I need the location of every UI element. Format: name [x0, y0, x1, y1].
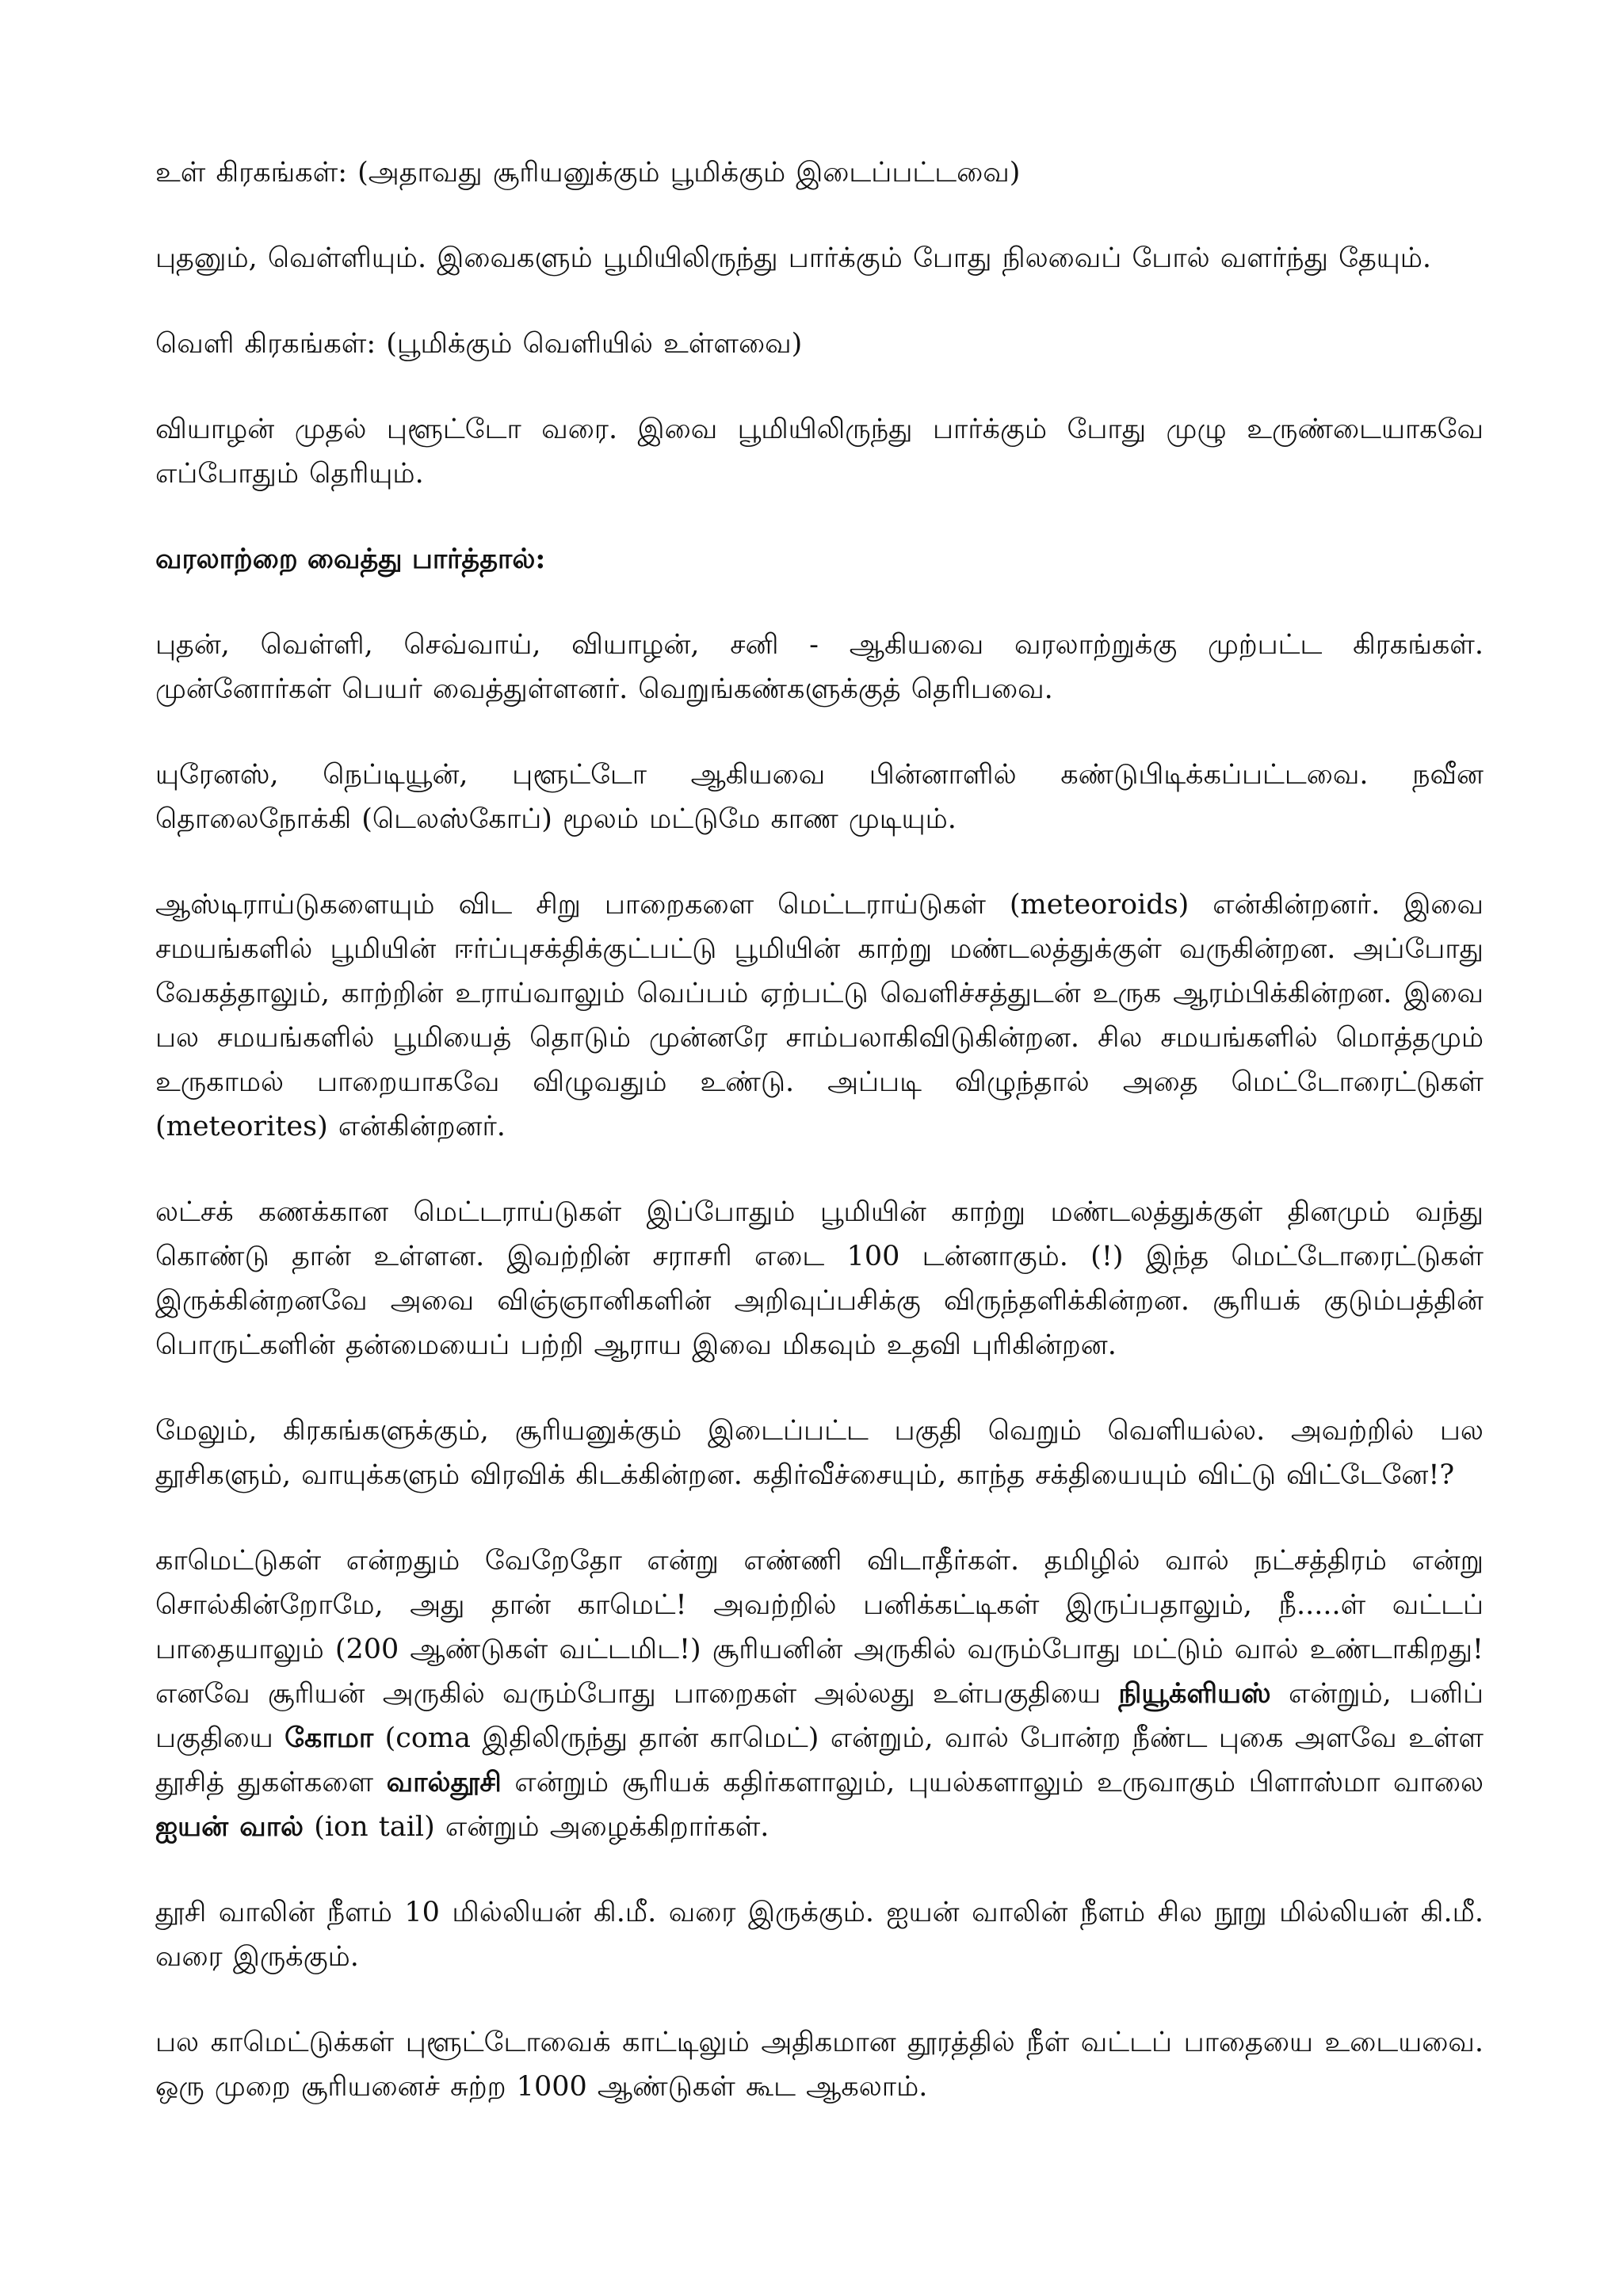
- paragraph-interplanetary-space: மேலும், கிரகங்களுக்கும், சூரியனுக்கும் இடைப்பட்ட பகுதி வெறும் வெளியல்ல. அவற்றில் பல தூசிகளும், வாயுக்களும் விரவிக் கிடக்கின்றன. கதிர்வீச்சையும், காந்த சக்தியையும் விட்டு விட்டேனே!?: [155, 1415, 1484, 1491]
- comet-text-4: என்றும் சூரியக் கதிர்களாலும், புயல்களாலும் உருவாகும் பிளாஸ்மா வாலை: [501, 1767, 1484, 1798]
- paragraph-inner-planets: புதனும், வெள்ளியும். இவைகளும் பூமியிலிருந்து பார்க்கும் போது நிலவைப் போல் வளர்ந்து தேயும்.: [155, 242, 1432, 274]
- comet-text-2: என்றும், பனிப் பகுதியை: [155, 1678, 1484, 1754]
- paragraph-meteoroids: ஆஸ்டிராய்டுகளையும் விட சிறு பாறைகளை மெட்டராய்டுகள் (meteoroids) என்கின்றனர். இவை சமயங்களில் பூமியின் ஈர்ப்புசக்திக்குட்பட்டு பூமியின் காற்று மண்டலத்துக்குள் வருகின்றன. அப்போது வேகத்தாலும், காற்றின் உராய்வாலும் வெப்பம் ஏற்பட்டு வெளிச்சத்துடன் உருக ஆரம்பிக்கின்றன. இவை பல சமயங்களில் பூமியைத் தொடும் முன்னரே சாம்பலாகிவிடுகின்றன. சில சமயங்களில் மொத்தமும் உருகாமல் பாறையாகவே விழுவதும் உண்டு. அப்படி விழுந்தால் அதை மெட்டோரைட்டுகள் (meteorites) என்கின்றனர்.: [155, 889, 1484, 1142]
- section-heading-history: வரலாற்றை வைத்து பார்த்தால்:: [155, 543, 546, 575]
- term-ion-tail: ஐயன் வால்: [155, 1810, 304, 1843]
- paragraph-modern-planets: யுரேனஸ், நெப்டியூன், புளூட்டோ ஆகியவை பின்னாளில் கண்டுபிடிக்கப்பட்டவை. நவீன தொலைநோக்கி (டெலஸ்கோப்) மூலம் மட்டுமே காண முடியும்.: [155, 759, 1484, 835]
- comet-text-5: (ion tail) என்றும் அழைக்கிறார்கள்.: [304, 1811, 769, 1843]
- document-page: [155, 151, 1484, 2150]
- paragraph-tail-length: தூசி வாலின் நீளம் 10 மில்லியன் கி.மீ. வரை இருக்கும். ஐயன் வாலின் நீளம் சில நூறு மில்லியன் கி.மீ. வரை இருக்கும்.: [155, 1897, 1484, 1973]
- comet-text-3: (coma இதிலிருந்து தான் காமெட்) என்றும், வால் போன்ற நீண்ட புகை அளவே உள்ள தூசித் துகள்களை: [155, 1722, 1484, 1798]
- paragraph-meteorites: லட்சக் கணக்கான மெட்டராய்டுகள் இப்போதும் பூமியின் காற்று மண்டலத்துக்குள் தினமும் வந்து கொண்டு தான் உள்ளன. இவற்றின் சராசரி எடை 100 டன்னாகும். (!) இந்த மெட்டோரைட்டுகள் இருக்கின்றனவே அவை விஞ்ஞானிகளின் அறிவுப்பசிக்கு விருந்தளிக்கின்றன. சூரியக் குடும்பத்தின் பொருட்களின் தன்மையைப் பற்றி ஆராய இவை மிகவும் உதவி புரிகின்றன.: [155, 1196, 1484, 1361]
- paragraph-long-period-comets: பல காமெட்டுக்கள் புளூட்டோவைக் காட்டிலும் அதிகமான தூரத்தில் நீள் வட்டப் பாதையை உடையவை. ஒரு முறை சூரியனைச் சுற்ற 1000 ஆண்டுகள் கூட ஆகலாம்.: [155, 2027, 1484, 2103]
- paragraph-outer-planets: வியாழன் முதல் புளூட்டோ வரை. இவை பூமியிலிருந்து பார்க்கும் போது முழு உருண்டையாகவே எப்போதும் தெரியும்.: [155, 414, 1484, 490]
- term-coma: கோமா: [285, 1722, 374, 1754]
- term-nucleus: நியூக்ளியஸ்: [1118, 1677, 1271, 1710]
- paragraph-ancient-planets: புதன், வெள்ளி, செவ்வாய், வியாழன், சனி - ஆகியவை வரலாற்றுக்கு முற்பட்ட கிரகங்கள். முன்னோர்கள் பெயர் வைத்துள்ளனர். வெறுங்கண்களுக்குத் தெரிபவை.: [155, 629, 1484, 705]
- term-dust-tail: வால்தூசி: [386, 1766, 502, 1798]
- paragraph-comets: [155, 1539, 1484, 1849]
- comet-text-1: காமெட்டுகள் என்றதும் வேறேதோ என்று எண்ணி விடாதீர்கள். தமிழில் வால் நட்சத்திரம் என்று சொல்கின்றோமே, அது தான் காமெட்! அவற்றில் பனிக்கட்டிகள் இருப்பதாலும், நீ.....ள் வட்டப் பாதையாலும் (200 ஆண்டுகள் வட்டமிட!) சூரியனின் அருகில் வரும்போது மட்டும் வால் உண்டாகிறது! எனவே சூரியன் அருகில் வரும்போது பாறைகள் அல்லது உள்பகுதியை: [155, 1545, 1484, 1710]
- paragraph-inner-planets-title: உள் கிரகங்கள்: (அதாவது சூரியனுக்கும் பூமிக்கும் இடைப்பட்டவை): [155, 157, 1021, 189]
- paragraph-outer-planets-title: வெளி கிரகங்கள்: (பூமிக்கும் வெளியில் உள்ளவை): [155, 328, 803, 360]
